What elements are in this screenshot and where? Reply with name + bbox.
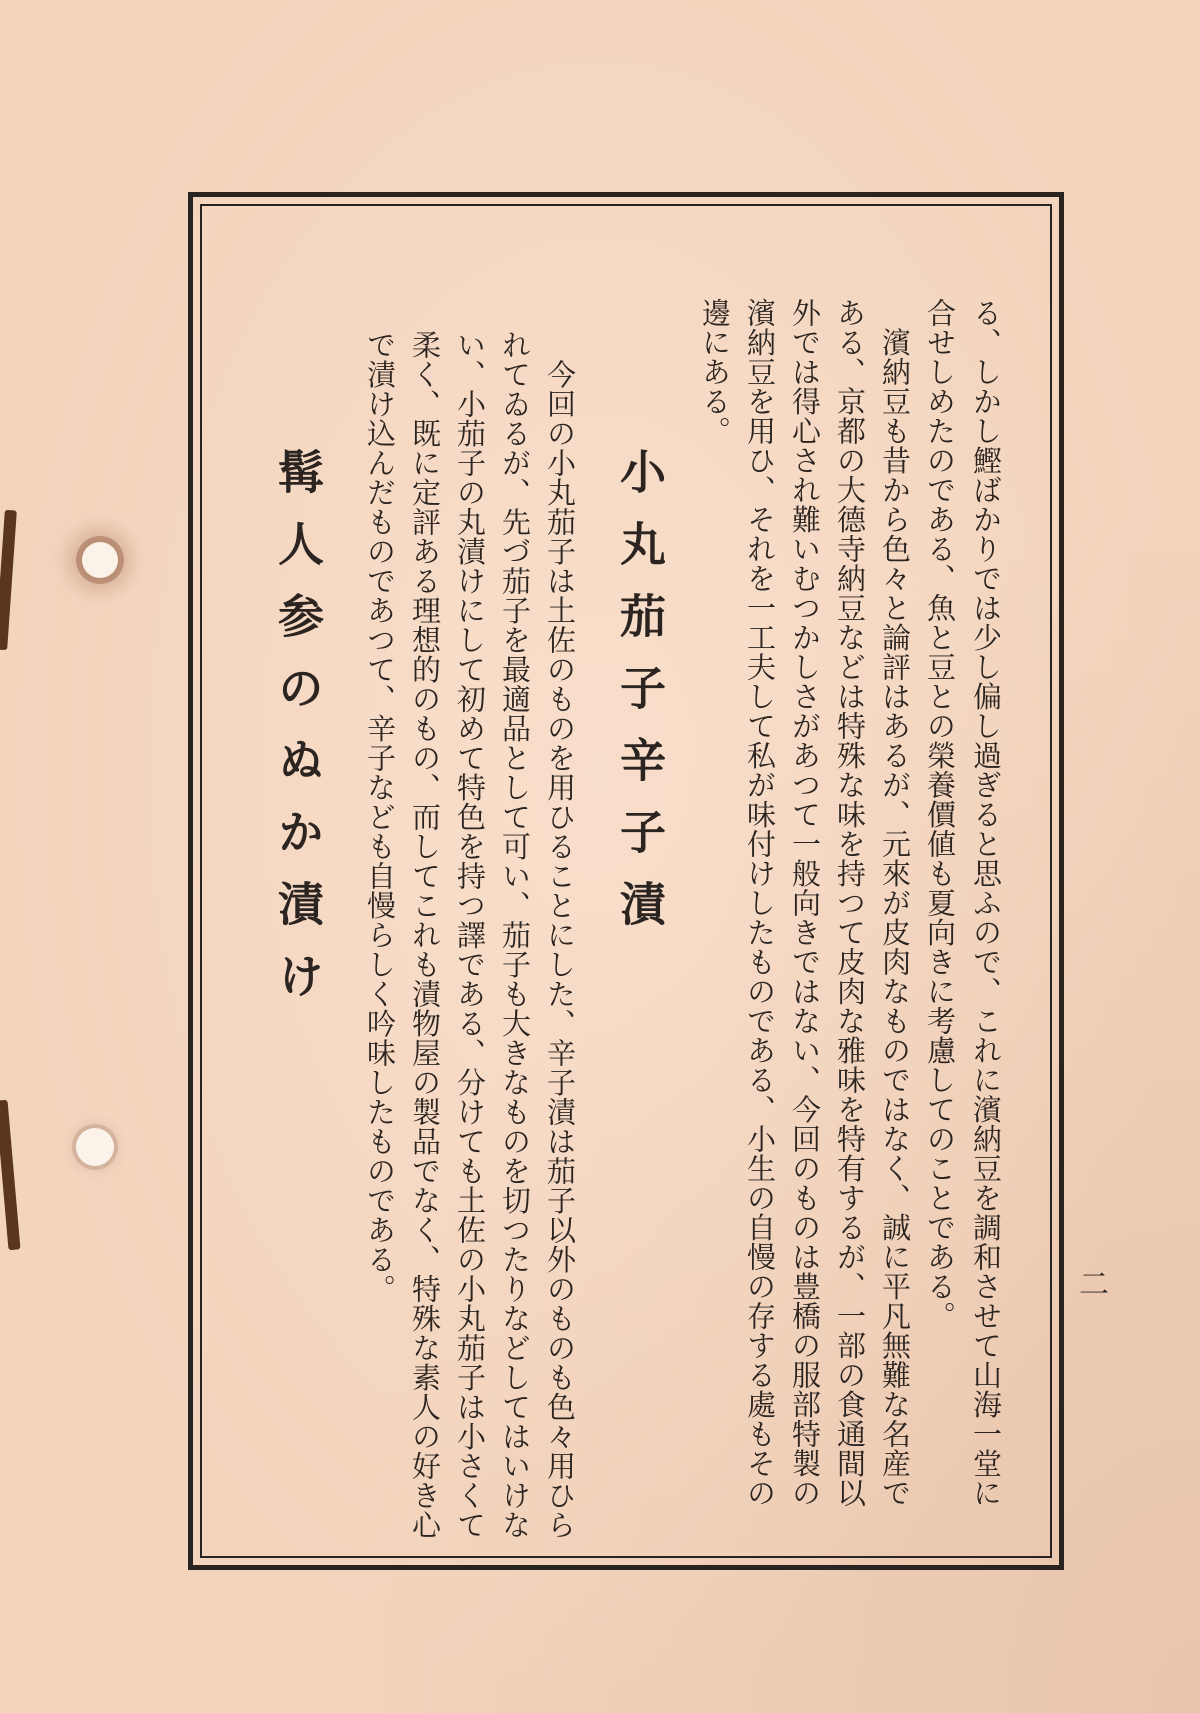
section-heading: 髯人参のぬか漬け bbox=[271, 448, 325, 1024]
binding-hole bbox=[82, 542, 118, 578]
body-text-line: 柔く、既に定評ある理想的のもの、而してこれも漬物屋の製品でなく、特殊な素人の好き心 bbox=[408, 330, 442, 1540]
body-text-line: 濱納豆も昔から色々と論評はあるが、元來が皮肉なものではなく、誠に平凡無難な名産で bbox=[878, 298, 912, 1508]
body-text-line: で漬け込んだものであつて、辛子なども自慢らしく吟味したものである。 bbox=[363, 330, 397, 1304]
body-text-line: れてゐるが、先づ茄子を最適品として可い、茄子も大きなものを切つたりなどしてはいけな bbox=[498, 330, 532, 1540]
binding-thread bbox=[0, 1100, 21, 1250]
section-heading: 小丸茄子辛子漬 bbox=[613, 448, 667, 952]
body-text-line: い、小茄子の丸漬けにして初めて特色を持つ譯である、分けても土佐の小丸茄子は小さくて bbox=[453, 330, 487, 1540]
body-text-line: る、しかし鰹ばかりでは少し偏し過ぎると思ふので、これに濱納豆を調和させて山海一堂に bbox=[969, 298, 1003, 1508]
binding-thread bbox=[0, 510, 17, 650]
binding-hole bbox=[76, 1128, 114, 1166]
body-text-line: 合せしめたのである、魚と豆との榮養價値も夏向きに考慮してのことである。 bbox=[923, 298, 957, 1331]
body-text-line: 濱納豆を用ひ、それを一工夫して私が味付けしたものである、小生の自慢の存する處もその bbox=[743, 298, 777, 1508]
body-text-line: 外では得心され難いむつかしさがあつて一般向きではない、今回のものは豊橋の服部特製の bbox=[788, 298, 822, 1508]
body-text-line: 邊にある。 bbox=[698, 298, 732, 446]
page-number: 二 bbox=[1073, 1268, 1108, 1298]
body-text-line: 今回の小丸茄子は土佐のものを用ひることにした、辛子漬は茄子以外のものも色々用ひら bbox=[543, 330, 577, 1540]
body-text-line: ある、京都の大德寺納豆などは特殊な味を持つて皮肉な雅味を特有するが、一部の食通間以 bbox=[833, 298, 867, 1508]
